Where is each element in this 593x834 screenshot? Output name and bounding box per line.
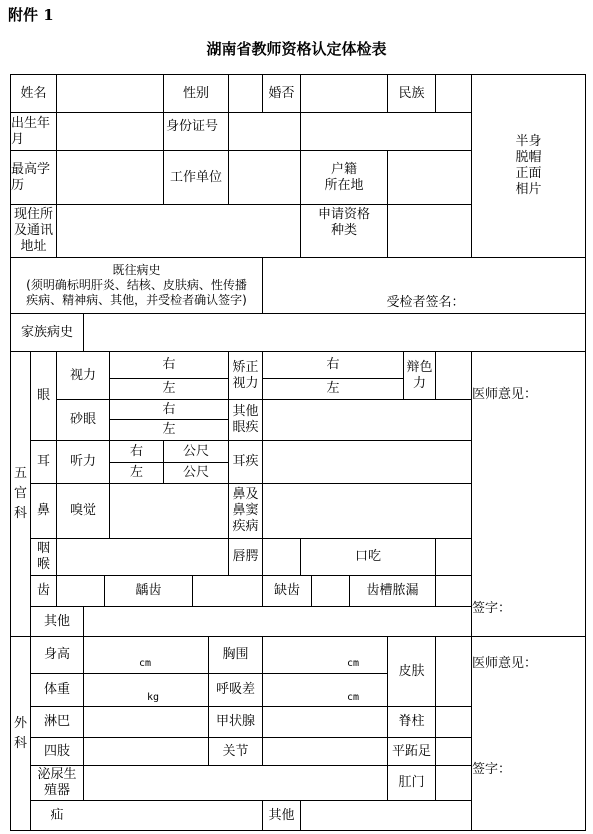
form-title: 湖南省教师资格认定体检表 (206, 40, 387, 58)
address-label: 现住所 及通讯 地址 (13, 207, 53, 254)
sinus-label: 鼻及 鼻窦 疾病 (232, 487, 259, 534)
facial-other-label: 其他 (43, 613, 70, 629)
flatfoot-label: 平跖足 (391, 743, 431, 759)
throat-label: 咽 喉 (36, 541, 50, 572)
hearing-right-unit: 公尺 (182, 443, 209, 459)
past-illness-label: 既往病史 (须明确标明肝炎、结核、皮肤病、性传播 疾病、精神病、其他，并受检者确认签字) (26, 263, 247, 307)
smell-label: 嗅觉 (69, 503, 96, 518)
photo-placeholder: 半身 脱帽 正面 相片 (515, 134, 542, 197)
caries-label: 龋齿 (135, 583, 162, 598)
ear-disease-label: 耳疾 (232, 454, 259, 469)
periodontal-label: 齿槽脓漏 (366, 583, 419, 598)
household-label: 户籍 所在地 (324, 161, 364, 193)
missing-teeth-label: 缺齿 (273, 583, 300, 598)
examinee-signature-label: 受检者签名： (386, 295, 465, 310)
thyroid-label: 甲状腺 (215, 714, 255, 729)
trachoma-right-label: 右 (162, 401, 176, 417)
facial-signature-label: 签字： (472, 601, 512, 616)
stutter-label: 口吃 (354, 549, 381, 564)
teeth-label: 齿 (36, 583, 50, 598)
corrected-left-label: 左 (326, 381, 340, 396)
hearing-right-label: 右 (129, 443, 143, 459)
employer-label: 工作单位 (169, 169, 222, 185)
nose-label: 鼻 (36, 503, 50, 518)
ear-label: 耳 (36, 454, 50, 469)
spine-label: 脊柱 (398, 714, 425, 729)
eye-label: 眼 (36, 388, 50, 403)
respiratory-label: 呼吸差 (215, 682, 255, 697)
other-eye-disease-label: 其他 眼疾 (232, 404, 259, 435)
id-number-label: 身份证号 (166, 119, 219, 134)
surgery-other-label: 其他 (268, 807, 295, 823)
vision-left-label: 左 (162, 381, 176, 396)
ethnicity-label: 民族 (398, 85, 425, 101)
vision-label: 视力 (69, 367, 96, 383)
joints-label: 关节 (222, 743, 249, 759)
cleft-lip-label: 唇腭 (232, 549, 259, 564)
hearing-left-unit: 公尺 (182, 465, 209, 480)
height-unit: cm (138, 658, 152, 669)
facial-doctor-opinion-label: 医师意见： (472, 387, 538, 402)
education-label: 最高学 历 (11, 161, 51, 193)
trachoma-label: 砂眼 (69, 412, 96, 427)
facial-section-label: 五 官 科 (13, 466, 27, 521)
anus-label: 肛门 (398, 775, 425, 790)
lymph-label: 淋巴 (43, 714, 70, 729)
birth-label: 出生年 月 (11, 115, 51, 147)
attachment-label: 附件 1 (8, 6, 54, 24)
height-label: 身高 (43, 647, 70, 662)
corrected-vision-label: 矫正 视力 (232, 359, 259, 391)
surgery-section-label: 外 科 (13, 715, 27, 751)
weight-unit: kg (146, 692, 160, 703)
hernia-label: 疝 (50, 807, 64, 823)
corrected-right-label: 右 (326, 357, 340, 372)
urogenital-label: 泌尿生 殖器 (37, 767, 77, 798)
marital-label: 婚否 (268, 85, 295, 101)
skin-label: 皮肤 (398, 663, 425, 679)
limbs-label: 四肢 (43, 743, 70, 759)
respiratory-unit: cm (346, 692, 360, 703)
color-vision-label: 辩色 力 (406, 359, 433, 391)
name-label: 姓名 (20, 85, 47, 101)
qualification-label: 申请资格 种类 (317, 206, 370, 238)
hearing-left-label: 左 (129, 465, 143, 480)
surgery-signature-label: 签字： (472, 762, 512, 777)
trachoma-left-label: 左 (162, 422, 176, 437)
family-history-label: 家族病史 (20, 324, 73, 340)
surgery-doctor-opinion-label: 医师意见： (472, 656, 538, 671)
hearing-label: 听力 (69, 454, 96, 469)
weight-label: 体重 (43, 682, 70, 697)
chest-label: 胸围 (222, 647, 249, 662)
vision-right-label: 右 (162, 357, 176, 372)
chest-unit: cm (346, 658, 360, 669)
gender-label: 性别 (182, 85, 209, 101)
